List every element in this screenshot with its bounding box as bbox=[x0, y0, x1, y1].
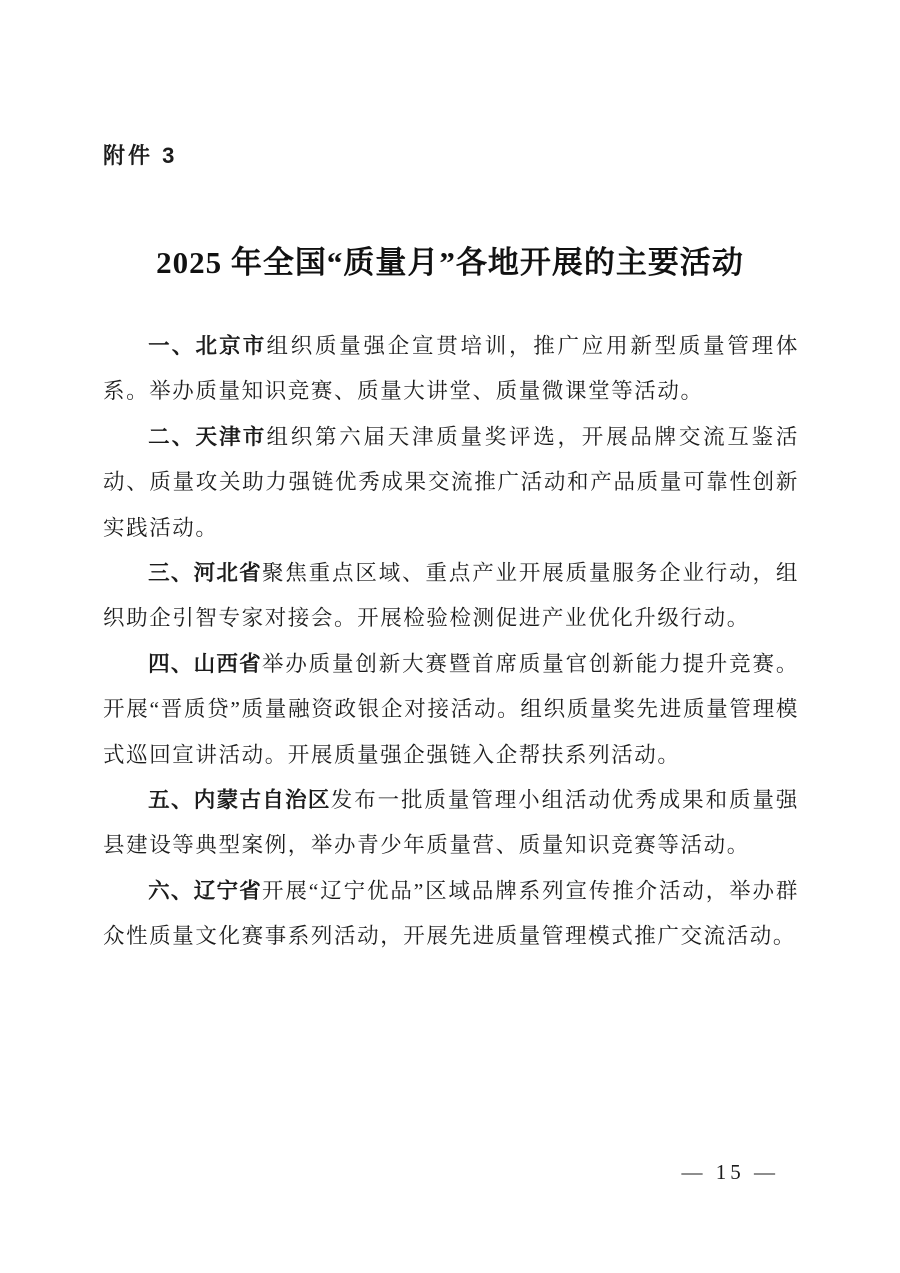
paragraph-text-tianjin: 组织第六届天津质量奖评选，开展品牌交流互鉴活动、质量攻关助力强链优秀成果交流推广活动和产品质量可靠性创新实践活动。 bbox=[103, 424, 799, 540]
paragraph-lead-hebei: 三、河北省 bbox=[148, 561, 262, 586]
paragraph-text-neimenggu: 发布一批质量管理小组活动优秀成果和质量强县建设等典型案例，举办青少年质量营、质量知识竞赛等活动。 bbox=[103, 788, 799, 858]
paragraph-text-hebei: 聚焦重点区域、重点产业开展质量服务企业行动，组织助企引智专家对接会。开展检验检测促进产业优化升级行动。 bbox=[103, 561, 799, 631]
attachment-label: 附件 3 bbox=[103, 143, 178, 168]
paragraph-beijing bbox=[103, 324, 799, 415]
paragraph-lead-tianjin: 二、天津市 bbox=[148, 424, 267, 449]
paragraph-lead-liaoning: 六、辽宁省 bbox=[148, 878, 263, 903]
paragraph-neimenggu bbox=[103, 778, 799, 869]
document-title: 2025 年全国“质量月”各地开展的主要活动 bbox=[156, 245, 744, 280]
paragraph-liaoning bbox=[103, 869, 799, 960]
paragraph-text-shanxi: 举办质量创新大赛暨首席质量官创新能力提升竞赛。开展“晋质贷”质量融资政银企对接活动。组织质量奖先进质量管理模式巡回宣讲活动。开展质量强企强链入企帮扶系列活动。 bbox=[103, 651, 799, 767]
document-body bbox=[103, 324, 799, 960]
paragraph-tianjin bbox=[103, 415, 799, 551]
paragraph-text-beijing: 组织质量强企宣贯培训，推广应用新型质量管理体系。举办质量知识竞赛、质量大讲堂、质量微课堂等活动。 bbox=[103, 334, 799, 404]
paragraph-text-liaoning: 开展“辽宁优品”区域品牌系列宣传推介活动，举办群众性质量文化赛事系列活动，开展先进质量管理模式推广交流活动。 bbox=[103, 878, 799, 949]
page-number: — 15 — bbox=[681, 1160, 779, 1184]
paragraph-lead-neimenggu: 五、内蒙古自治区 bbox=[148, 788, 331, 813]
paragraph-shanxi bbox=[103, 642, 799, 778]
paragraph-lead-shanxi: 四、山西省 bbox=[148, 651, 262, 676]
paragraph-hebei bbox=[103, 551, 799, 642]
paragraph-lead-beijing: 一、北京市 bbox=[148, 334, 267, 358]
